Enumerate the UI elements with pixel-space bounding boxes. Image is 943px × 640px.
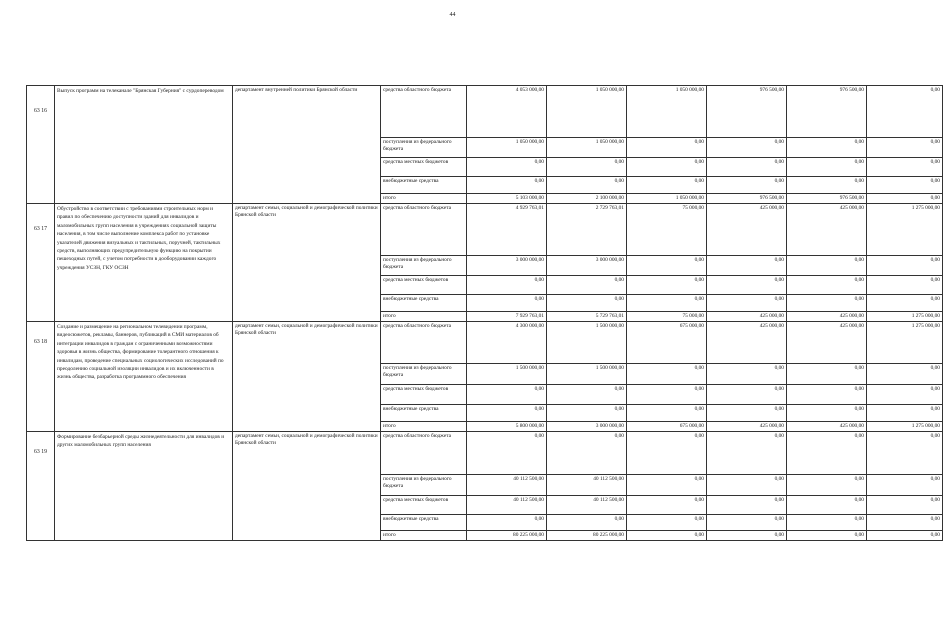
- program-title-cell: [55, 531, 233, 541]
- amount-cell-col-2021: 425 000,00: [707, 312, 787, 322]
- amount-cell-col-2022: 0,00: [787, 531, 867, 541]
- amount-cell-col-2020: 0,00: [627, 295, 707, 312]
- funding-source-cell: внебюджетные средства: [381, 177, 467, 194]
- amount-cell-col-2019: 40 112 500,00: [547, 496, 627, 515]
- amount-cell-col-2019: 0,00: [547, 295, 627, 312]
- program-title-cell: [55, 312, 233, 322]
- amount-cell-col-2023: 0,00: [867, 385, 943, 405]
- program-title-cell: [55, 158, 233, 177]
- amount-cell-col-total: 4 929 763,01: [467, 204, 547, 256]
- department-cell: [233, 312, 381, 322]
- amount-cell-col-2022: 0,00: [787, 256, 867, 276]
- department-cell: [233, 256, 381, 276]
- funding-source-cell: средства областного бюджета: [381, 86, 467, 138]
- funding-source-cell: итого: [381, 194, 467, 204]
- amount-cell-col-2023: 1 275 000,00: [867, 312, 943, 322]
- amount-cell-col-2019: 1 050 000,00: [547, 138, 627, 158]
- department-cell: [233, 276, 381, 295]
- amount-cell-col-2023: 0,00: [867, 158, 943, 177]
- program-title-cell: [55, 385, 233, 405]
- amount-cell-col-2023: 0,00: [867, 256, 943, 276]
- program-code-cell: [27, 364, 55, 385]
- amount-cell-col-2022: 0,00: [787, 177, 867, 194]
- amount-cell-col-2022: 0,00: [787, 405, 867, 422]
- amount-cell-col-2023: 0,00: [867, 364, 943, 385]
- program-title-cell: [55, 496, 233, 515]
- amount-cell-col-2019: 3 000 000,00: [547, 422, 627, 432]
- amount-cell-col-2020: 0,00: [627, 496, 707, 515]
- amount-cell-col-2020: 0,00: [627, 256, 707, 276]
- table-row: [27, 86, 943, 138]
- amount-cell-col-total: 0,00: [467, 276, 547, 295]
- amount-cell-col-total: 0,00: [467, 515, 547, 531]
- amount-cell-col-2021: 0,00: [707, 256, 787, 276]
- amount-cell-col-2021: 976 500,00: [707, 86, 787, 138]
- program-code-cell: [27, 422, 55, 432]
- table-row: [27, 295, 943, 312]
- amount-cell-col-total: 0,00: [467, 432, 547, 475]
- amount-cell-col-2022: 0,00: [787, 158, 867, 177]
- amount-cell-col-total: 4 300 000,00: [467, 322, 547, 364]
- amount-cell-col-total: 80 225 000,00: [467, 531, 547, 541]
- amount-cell-col-2022: 0,00: [787, 385, 867, 405]
- program-title-cell: [55, 177, 233, 194]
- amount-cell-col-2021: 0,00: [707, 158, 787, 177]
- amount-cell-col-2021: 976 500,00: [707, 194, 787, 204]
- department-cell: [233, 194, 381, 204]
- amount-cell-col-2022: 0,00: [787, 515, 867, 531]
- amount-cell-col-2020: 1 050 000,00: [627, 194, 707, 204]
- amount-cell-col-2023: 0,00: [867, 177, 943, 194]
- amount-cell-col-total: 0,00: [467, 385, 547, 405]
- table-row: [27, 194, 943, 204]
- amount-cell-col-2023: 0,00: [867, 475, 943, 496]
- program-code-cell: 63 17: [27, 204, 55, 256]
- page-number: 44: [449, 12, 456, 18]
- program-code-cell: [27, 256, 55, 276]
- funding-source-cell: средства областного бюджета: [381, 432, 467, 475]
- program-title-cell: [55, 422, 233, 432]
- amount-cell-col-2023: 0,00: [867, 138, 943, 158]
- amount-cell-col-2021: 0,00: [707, 531, 787, 541]
- table-row: [27, 475, 943, 496]
- program-title-cell: [55, 86, 233, 138]
- department-cell: [233, 496, 381, 515]
- amount-cell-col-2023: 0,00: [867, 496, 943, 515]
- amount-cell-col-2020: 0,00: [627, 475, 707, 496]
- table-row: [27, 422, 943, 432]
- program-title-cell: [55, 515, 233, 531]
- program-title-cell: [55, 475, 233, 496]
- department-cell: [233, 422, 381, 432]
- department-cell: департамент семьи, социальной и демографической политики Брянской области: [233, 322, 381, 364]
- amount-cell-col-total: 1 500 000,00: [467, 364, 547, 385]
- amount-cell-col-2020: 0,00: [627, 515, 707, 531]
- program-code-cell: [27, 158, 55, 177]
- funding-source-cell: средства местных бюджетов: [381, 385, 467, 405]
- table-row: [27, 385, 943, 405]
- department-cell: [233, 295, 381, 312]
- amount-cell-col-total: 0,00: [467, 158, 547, 177]
- amount-cell-col-2021: 0,00: [707, 475, 787, 496]
- amount-cell-col-2019: 0,00: [547, 158, 627, 177]
- program-code-cell: [27, 295, 55, 312]
- amount-cell-col-2023: 1 275 000,00: [867, 322, 943, 364]
- amount-cell-col-2021: 425 000,00: [707, 204, 787, 256]
- amount-cell-col-2023: 1 275 000,00: [867, 204, 943, 256]
- amount-cell-col-2023: 0,00: [867, 405, 943, 422]
- amount-cell-col-2023: 0,00: [867, 295, 943, 312]
- funding-source-cell: поступления из федерального бюджета: [381, 138, 467, 158]
- program-title-cell: [55, 322, 233, 381]
- amount-cell-col-2022: 425 000,00: [787, 312, 867, 322]
- amount-cell-col-2020: 0,00: [627, 276, 707, 295]
- amount-cell-col-2022: 425 000,00: [787, 204, 867, 256]
- amount-cell-col-2023: 0,00: [867, 515, 943, 531]
- amount-cell-col-2022: 0,00: [787, 475, 867, 496]
- amount-cell-col-2020: 675 000,00: [627, 422, 707, 432]
- amount-cell-col-2022: 0,00: [787, 138, 867, 158]
- amount-cell-col-2019: 0,00: [547, 177, 627, 194]
- program-title: Формирование безбарьерной среды жизнедеятельности для инвалидов и других маломобильных групп населения: [57, 434, 225, 449]
- amount-cell-col-2020: 75 000,00: [627, 204, 707, 256]
- department-cell: [233, 364, 381, 385]
- amount-cell-col-total: 0,00: [467, 177, 547, 194]
- amount-cell-col-2021: 0,00: [707, 515, 787, 531]
- program-title: Обустройство в соответствии с требованиями строительных норм и правил по обеспечению доступности зданий для инвалидов и маломобильных групп населения в учреждениях социальной защиты населения, в том числе выполнение комплекса работ по установке указателей движения визуальных и тактильных, поручней, тактильных средств, выполняющих предупредительную функцию на покрытии пешеходных путей, с учетом потребности в дооборудовании каждого учреждения УСЗН, ГКУ ОСЗН: [57, 206, 221, 271]
- department-cell: [233, 138, 381, 158]
- program-title: Создание и размещение на региональном телевидении программ, видеосюжетов, рекламы, баннеров, публикаций в СМИ материалов об интеграции инвалидов в граждан с ограниченными возможностями здоровья в жизнь общества, формирование толерантного отношения к инвалидам, проведение специальных социологических исследований по преодолению социальной изоляции инвалидов и их включенности в жизнь общества, разработка программного обеспечения: [57, 324, 224, 381]
- amount-cell-col-2022: 0,00: [787, 432, 867, 475]
- amount-cell-col-2021: 0,00: [707, 138, 787, 158]
- table-row: [27, 322, 943, 364]
- amount-cell-col-2020: 0,00: [627, 158, 707, 177]
- program-code-cell: [27, 138, 55, 158]
- program-code-cell: [27, 475, 55, 496]
- program-title-cell: [55, 204, 233, 271]
- amount-cell-col-2019: 40 112 500,00: [547, 475, 627, 496]
- program-code-cell: [27, 194, 55, 204]
- amount-cell-col-total: 5 103 000,00: [467, 194, 547, 204]
- amount-cell-col-2022: 0,00: [787, 295, 867, 312]
- department-cell: [233, 531, 381, 541]
- funding-source-cell: внебюджетные средства: [381, 405, 467, 422]
- table-row: [27, 276, 943, 295]
- program-code-cell: [27, 496, 55, 515]
- amount-cell-col-2019: 2 729 763,01: [547, 204, 627, 256]
- amount-cell-col-total: 4 053 000,00: [467, 86, 547, 138]
- amount-cell-col-2020: 0,00: [627, 138, 707, 158]
- amount-cell-col-2022: 976 500,00: [787, 86, 867, 138]
- funding-source-cell: средства местных бюджетов: [381, 158, 467, 177]
- funding-source-cell: итого: [381, 312, 467, 322]
- amount-cell-col-2021: 425 000,00: [707, 322, 787, 364]
- amount-cell-col-2019: 0,00: [547, 432, 627, 475]
- amount-cell-col-2019: 0,00: [547, 405, 627, 422]
- department-cell: [233, 385, 381, 405]
- table-row: [27, 531, 943, 541]
- table-row: [27, 158, 943, 177]
- amount-cell-col-2019: 1 500 000,00: [547, 322, 627, 364]
- table-row: [27, 204, 943, 256]
- amount-cell-col-2020: 0,00: [627, 432, 707, 475]
- department-cell: [233, 515, 381, 531]
- table-row: [27, 138, 943, 158]
- funding-source-cell: поступления из федерального бюджета: [381, 364, 467, 385]
- program-title-cell: [55, 432, 233, 475]
- amount-cell-col-2020: 675 000,00: [627, 322, 707, 364]
- program-code-cell: [27, 385, 55, 405]
- department-cell: департамент семьи, социальной и демографической политики Брянской области: [233, 432, 381, 475]
- table-row: [27, 177, 943, 194]
- amount-cell-col-2020: 0,00: [627, 531, 707, 541]
- table-row: [27, 312, 943, 322]
- amount-cell-col-2023: 1 275 000,00: [867, 422, 943, 432]
- funding-source-cell: поступления из федерального бюджета: [381, 475, 467, 496]
- amount-cell-col-2020: 75 000,00: [627, 312, 707, 322]
- amount-cell-col-total: 0,00: [467, 295, 547, 312]
- table-row: [27, 405, 943, 422]
- amount-cell-col-2019: 1 500 000,00: [547, 364, 627, 385]
- amount-cell-col-2019: 3 000 000,00: [547, 256, 627, 276]
- amount-cell-col-2021: 0,00: [707, 385, 787, 405]
- funding-source-cell: итого: [381, 422, 467, 432]
- amount-cell-col-2022: 425 000,00: [787, 322, 867, 364]
- department-cell: [233, 475, 381, 496]
- program-code-cell: [27, 276, 55, 295]
- department-cell: [233, 405, 381, 422]
- amount-cell-col-2023: 0,00: [867, 276, 943, 295]
- amount-cell-col-2023: 0,00: [867, 194, 943, 204]
- amount-cell-col-2019: 0,00: [547, 385, 627, 405]
- budget-table: [26, 85, 943, 541]
- department-cell: департамент семьи, социальной и демографической политики Брянской области: [233, 204, 381, 256]
- amount-cell-col-2022: 0,00: [787, 496, 867, 515]
- funding-source-cell: средства областного бюджета: [381, 322, 467, 364]
- amount-cell-col-2022: 0,00: [787, 276, 867, 295]
- amount-cell-col-2022: 0,00: [787, 364, 867, 385]
- amount-cell-col-2020: 0,00: [627, 177, 707, 194]
- funding-source-cell: итого: [381, 531, 467, 541]
- amount-cell-col-2019: 5 729 763,01: [547, 312, 627, 322]
- funding-source-cell: средства местных бюджетов: [381, 276, 467, 295]
- program-title-cell: [55, 405, 233, 422]
- program-title-cell: [55, 295, 233, 312]
- department-cell: [233, 177, 381, 194]
- program-title: Выпуск программ на телеканале "Брянская Губерния" с сурдопереводом: [57, 88, 224, 94]
- funding-source-cell: средства местных бюджетов: [381, 496, 467, 515]
- amount-cell-col-2021: 425 000,00: [707, 422, 787, 432]
- program-code-cell: 63 18: [27, 322, 55, 364]
- program-code-cell: [27, 531, 55, 541]
- amount-cell-col-2021: 0,00: [707, 405, 787, 422]
- program-code-cell: [27, 405, 55, 422]
- amount-cell-col-2019: 80 225 000,00: [547, 531, 627, 541]
- department-cell: департамент внутренней политики Брянской области: [233, 86, 381, 138]
- amount-cell-col-2021: 0,00: [707, 432, 787, 475]
- funding-source-cell: внебюджетные средства: [381, 295, 467, 312]
- department-cell: [233, 158, 381, 177]
- amount-cell-col-2019: 0,00: [547, 515, 627, 531]
- funding-source-cell: внебюджетные средства: [381, 515, 467, 531]
- amount-cell-col-2023: 0,00: [867, 531, 943, 541]
- amount-cell-col-total: 40 112 500,00: [467, 475, 547, 496]
- amount-cell-col-2022: 976 500,00: [787, 194, 867, 204]
- amount-cell-col-2020: 0,00: [627, 405, 707, 422]
- amount-cell-col-total: 0,00: [467, 405, 547, 422]
- program-code-cell: 63 19: [27, 432, 55, 475]
- amount-cell-col-2023: 0,00: [867, 432, 943, 475]
- amount-cell-col-2021: 0,00: [707, 295, 787, 312]
- amount-cell-col-2022: 425 000,00: [787, 422, 867, 432]
- program-code-cell: [27, 177, 55, 194]
- amount-cell-col-2020: 1 050 000,00: [627, 86, 707, 138]
- program-title-cell: [55, 194, 233, 204]
- program-code-cell: [27, 515, 55, 531]
- amount-cell-col-total: 40 112 500,00: [467, 496, 547, 515]
- funding-source-cell: средства областного бюджета: [381, 204, 467, 256]
- amount-cell-col-total: 5 800 000,00: [467, 422, 547, 432]
- amount-cell-col-2020: 0,00: [627, 385, 707, 405]
- amount-cell-col-total: 1 050 000,00: [467, 138, 547, 158]
- amount-cell-col-2019: 1 050 000,00: [547, 86, 627, 138]
- amount-cell-col-total: 7 929 763,01: [467, 312, 547, 322]
- program-title-cell: [55, 138, 233, 158]
- program-code-cell: [27, 312, 55, 322]
- table-row: [27, 515, 943, 531]
- amount-cell-col-2019: 2 100 000,00: [547, 194, 627, 204]
- amount-cell-col-2021: 0,00: [707, 496, 787, 515]
- amount-cell-col-2021: 0,00: [707, 364, 787, 385]
- amount-cell-col-2019: 0,00: [547, 276, 627, 295]
- program-title-cell: [55, 276, 233, 295]
- funding-source-cell: поступления из федерального бюджета: [381, 256, 467, 276]
- program-code-cell: 63 16: [27, 86, 55, 138]
- table-row: [27, 496, 943, 515]
- amount-cell-col-2020: 0,00: [627, 364, 707, 385]
- amount-cell-col-2023: 0,00: [867, 86, 943, 138]
- amount-cell-col-total: 3 000 000,00: [467, 256, 547, 276]
- amount-cell-col-2021: 0,00: [707, 177, 787, 194]
- table-row: [27, 432, 943, 475]
- amount-cell-col-2021: 0,00: [707, 276, 787, 295]
